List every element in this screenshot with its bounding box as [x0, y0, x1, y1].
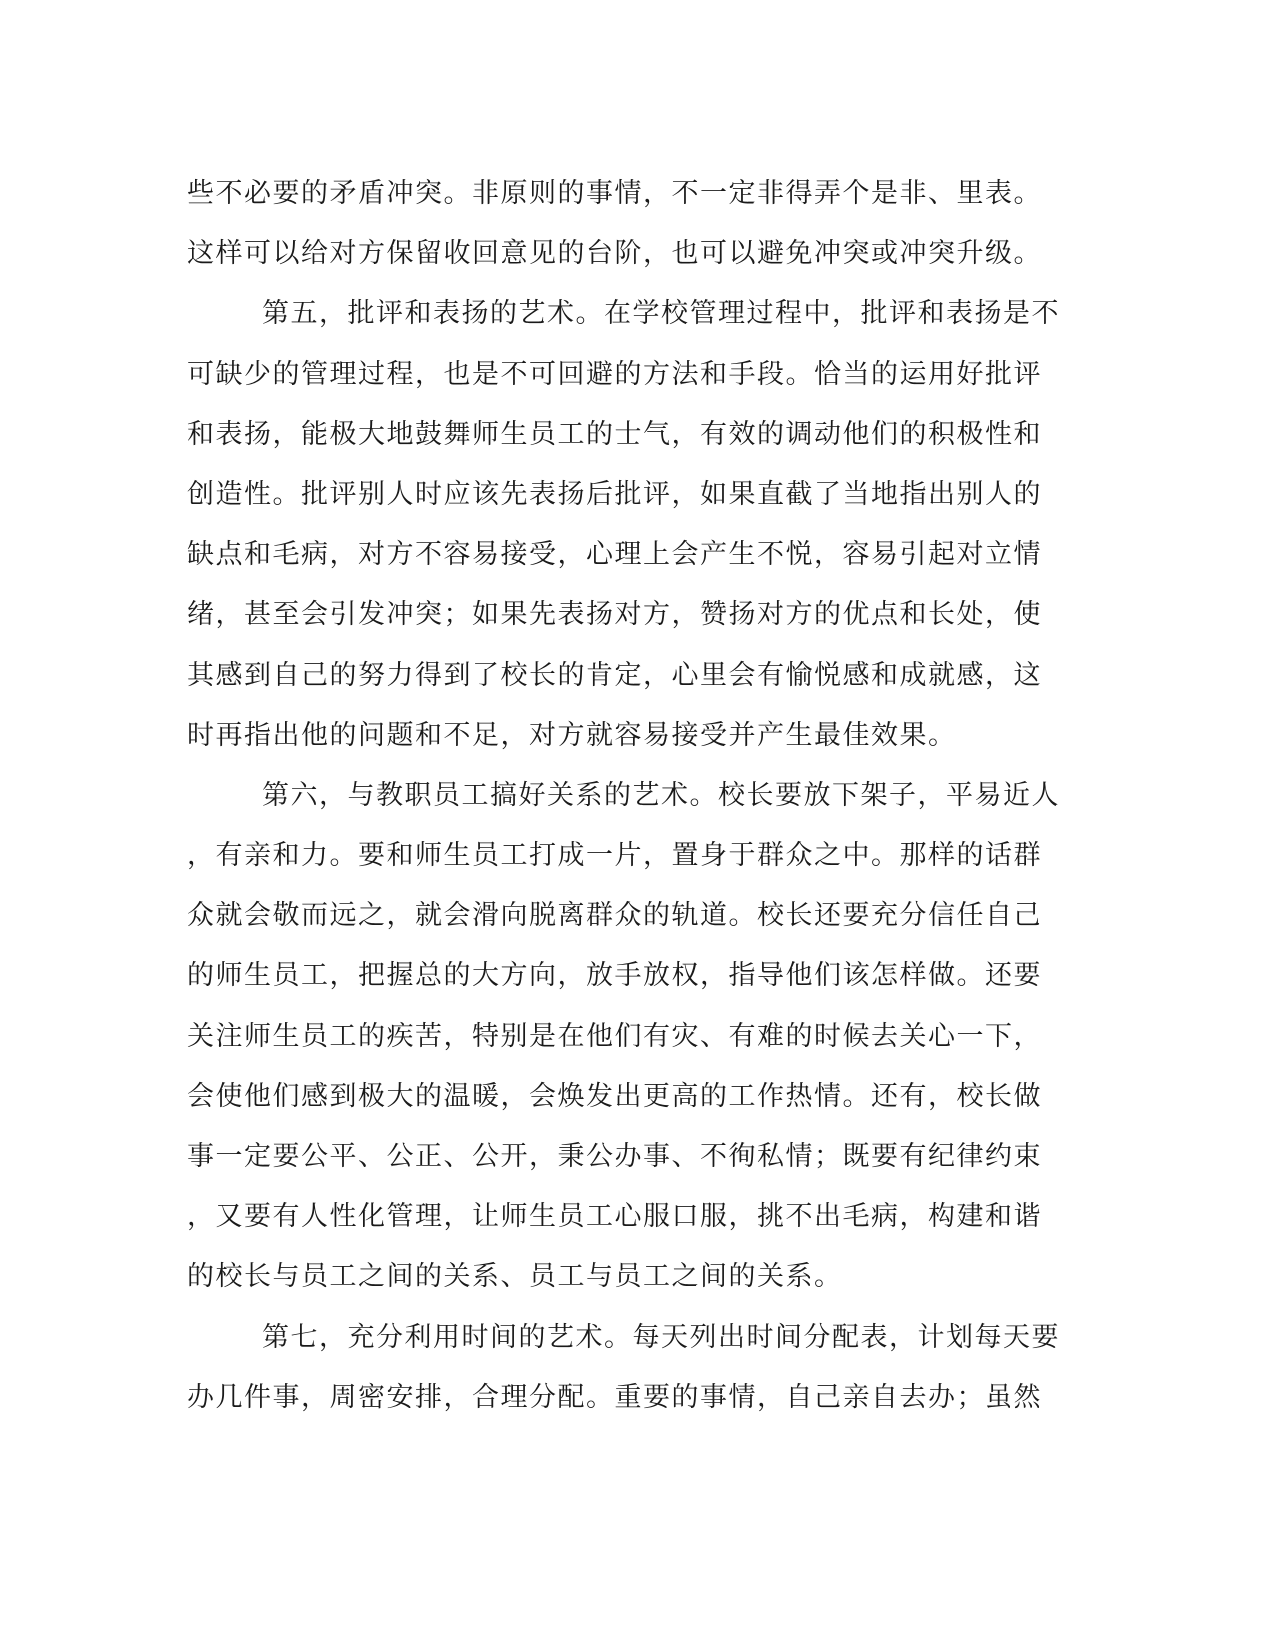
text-line: ，有亲和力。要和师生员工打成一片，置身于群众之中。那样的话群 [187, 840, 1042, 872]
text-line: 可缺少的管理过程，也是不可回避的方法和手段。恰当的运用好批评 [187, 358, 1042, 390]
body-text [187, 164, 1087, 1428]
text-line: 缺点和毛病，对方不容易接受，心理上会产生不悦，容易引起对立情 [187, 539, 1042, 571]
text-line: 众就会敬而远之，就会滑向脱离群众的轨道。校长还要充分信任自己 [187, 900, 1042, 932]
text-line: 的校长与员工之间的关系、员工与员工之间的关系。 [187, 1261, 843, 1293]
text-line: 的师生员工，把握总的大方向，放手放权，指导他们该怎样做。还要 [187, 960, 1042, 992]
text-line: 些不必要的矛盾冲突。非原则的事情，不一定非得弄个是非、里表。 [187, 178, 1042, 209]
paragraph-start-line: 第六，与教职员工搞好关系的艺术。校长要放下架子，平易近人 [262, 779, 1060, 811]
text-line: 这样可以给对方保留收回意见的台阶，也可以避免冲突或冲突升级。 [187, 238, 1042, 270]
text-line: 会使他们感到极大的温暖，会焕发出更高的工作热情。还有，校长做 [187, 1080, 1042, 1112]
text-line: 和表扬，能极大地鼓舞师生员工的士气，有效的调动他们的积极性和 [187, 418, 1042, 450]
text-line: 绪，甚至会引发冲突；如果先表扬对方，赞扬对方的优点和长处，使 [187, 599, 1042, 631]
text-line: 其感到自己的努力得到了校长的肯定，心里会有愉悦感和成就感，这 [187, 659, 1042, 691]
text-line: 事一定要公平、公正、公开，秉公办事、不徇私情；既要有纪律约束 [187, 1141, 1042, 1172]
text-line: 时再指出他的问题和不足，对方就容易接受并产生最佳效果。 [187, 719, 957, 751]
text-line: 关注师生员工的疾苦，特别是在他们有灾、有难的时候去关心一下， [187, 1020, 1042, 1052]
paragraph-start-line: 第七，充分利用时间的艺术。每天列出时间分配表，计划每天要 [262, 1321, 1060, 1353]
text-line: ，又要有人性化管理，让师生员工心服口服，挑不出毛病，构建和谐 [187, 1201, 1042, 1233]
text-line: 办几件事，周密安排，合理分配。重要的事情，自己亲自去办；虽然 [187, 1381, 1042, 1413]
text-line: 创造性。批评别人时应该先表扬后批评，如果直截了当地指出别人的 [187, 478, 1042, 510]
paragraph-start-line: 第五，批评和表扬的艺术。在学校管理过程中，批评和表扬是不 [262, 298, 1060, 330]
